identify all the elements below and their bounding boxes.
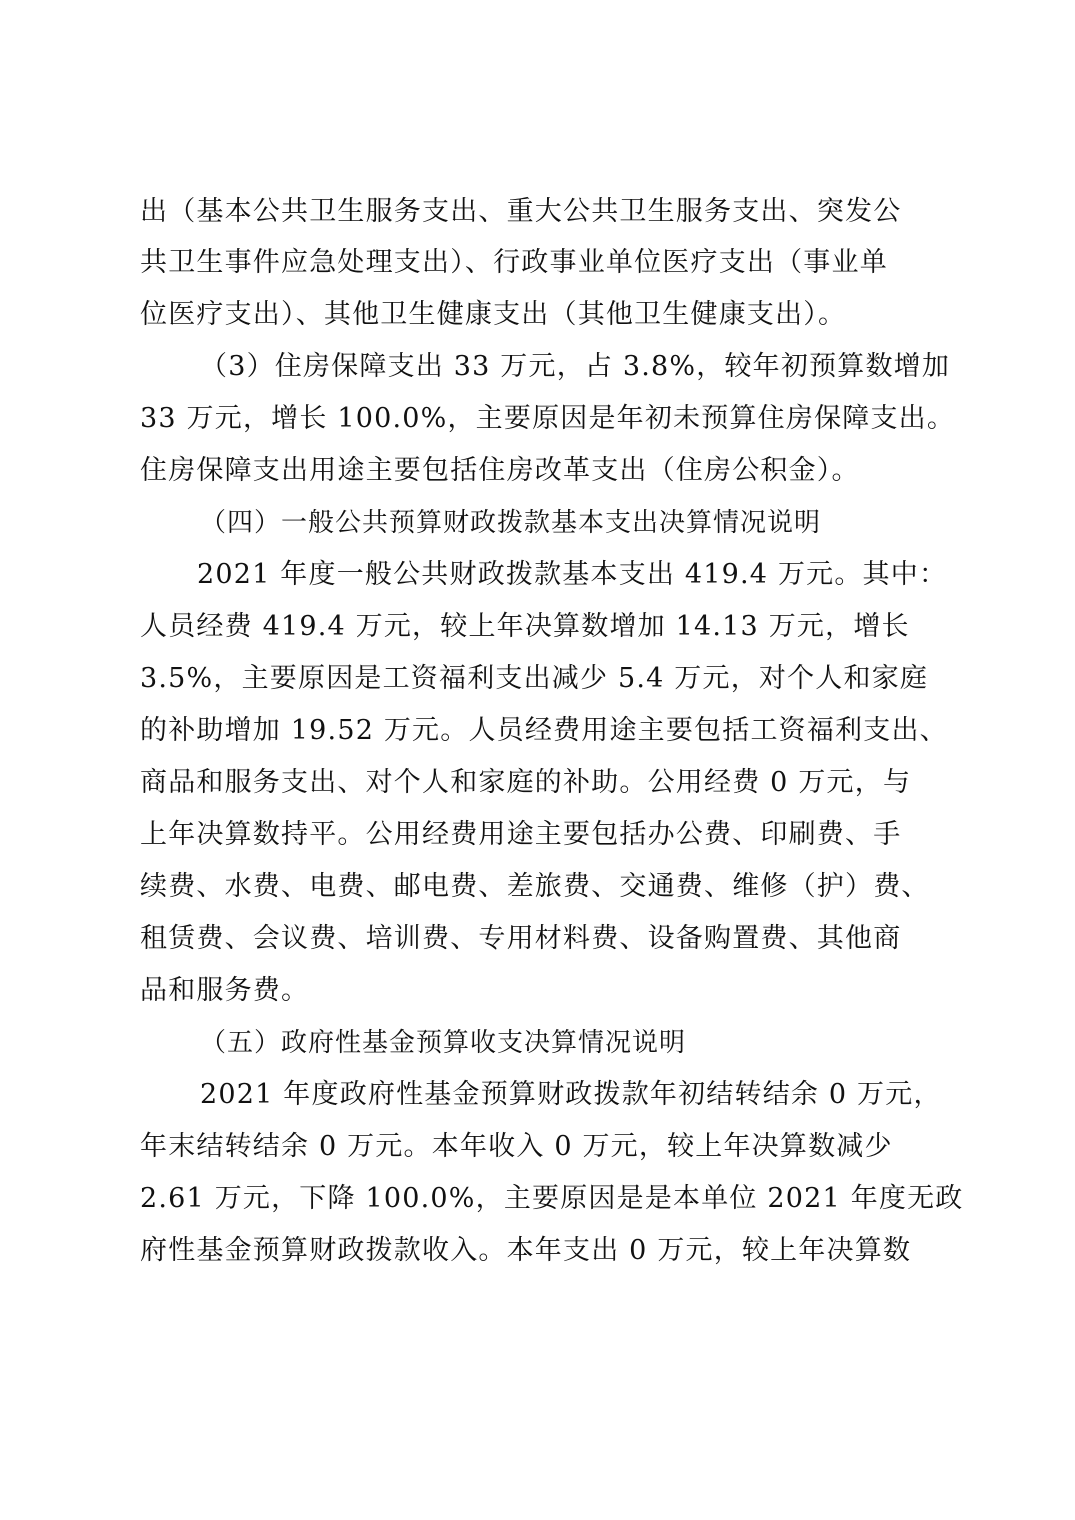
text-line-6: 住房保障支出用途主要包括住房改革支出（住房公积金）。 bbox=[140, 455, 860, 486]
text-line-1: 出（基本公共卫生服务支出、重大公共卫生服务支出、突发公 bbox=[140, 196, 902, 227]
text-line-3: 位医疗支出）、其他卫生健康支出（其他卫生健康支出）。 bbox=[140, 299, 847, 330]
section-heading-5: （五）政府性基金预算收支决算情况说明 bbox=[200, 1028, 687, 1058]
text-line-2: 共卫生事件应急处理支出）、行政事业单位医疗支出（事业单 bbox=[140, 247, 888, 278]
text-line-4: （3）住房保障支出 33 万元，占 3.8%，较年初预算数增加 bbox=[200, 351, 951, 382]
text-line-8: 2021 年度一般公共财政拨款基本支出 419.4 万元。其中： bbox=[197, 559, 948, 590]
text-line-18: 2021 年度政府性基金预算财政拨款年初结转结余 0 万元， bbox=[200, 1079, 942, 1110]
text-line-15: 租赁费、会议费、培训费、专用材料费、设备购置费、其他商 bbox=[140, 923, 902, 954]
text-line-21: 府性基金预算财政拨款收入。本年支出 0 万元，较上年决算数 bbox=[140, 1235, 912, 1266]
text-line-16: 品和服务费。 bbox=[140, 975, 310, 1006]
section-heading-4: （四）一般公共预算财政拨款基本支出决算情况说明 bbox=[200, 508, 822, 538]
text-line-19: 年末结转结余 0 万元。本年收入 0 万元，较上年决算数减少 bbox=[140, 1131, 893, 1162]
text-line-13: 上年决算数持平。公用经费用途主要包括办公费、印刷费、手 bbox=[140, 819, 902, 850]
text-line-12: 商品和服务支出、对个人和家庭的补助。公用经费 0 万元，与 bbox=[140, 767, 912, 798]
text-line-14: 续费、水费、电费、邮电费、差旅费、交通费、维修（护）费、 bbox=[140, 871, 930, 902]
text-line-9: 人员经费 419.4 万元，较上年决算数增加 14.13 万元，增长 bbox=[140, 611, 910, 642]
text-line-11: 的补助增加 19.52 万元。人员经费用途主要包括工资福利支出、 bbox=[140, 715, 948, 746]
text-line-20: 2.61 万元，下降 100.0%，主要原因是是本单位 2021 年度无政 bbox=[140, 1183, 964, 1214]
text-line-5: 33 万元，增长 100.0%，主要原因是年初未预算住房保障支出。 bbox=[140, 403, 956, 434]
text-line-10: 3.5%，主要原因是工资福利支出减少 5.4 万元，对个人和家庭 bbox=[140, 663, 929, 694]
